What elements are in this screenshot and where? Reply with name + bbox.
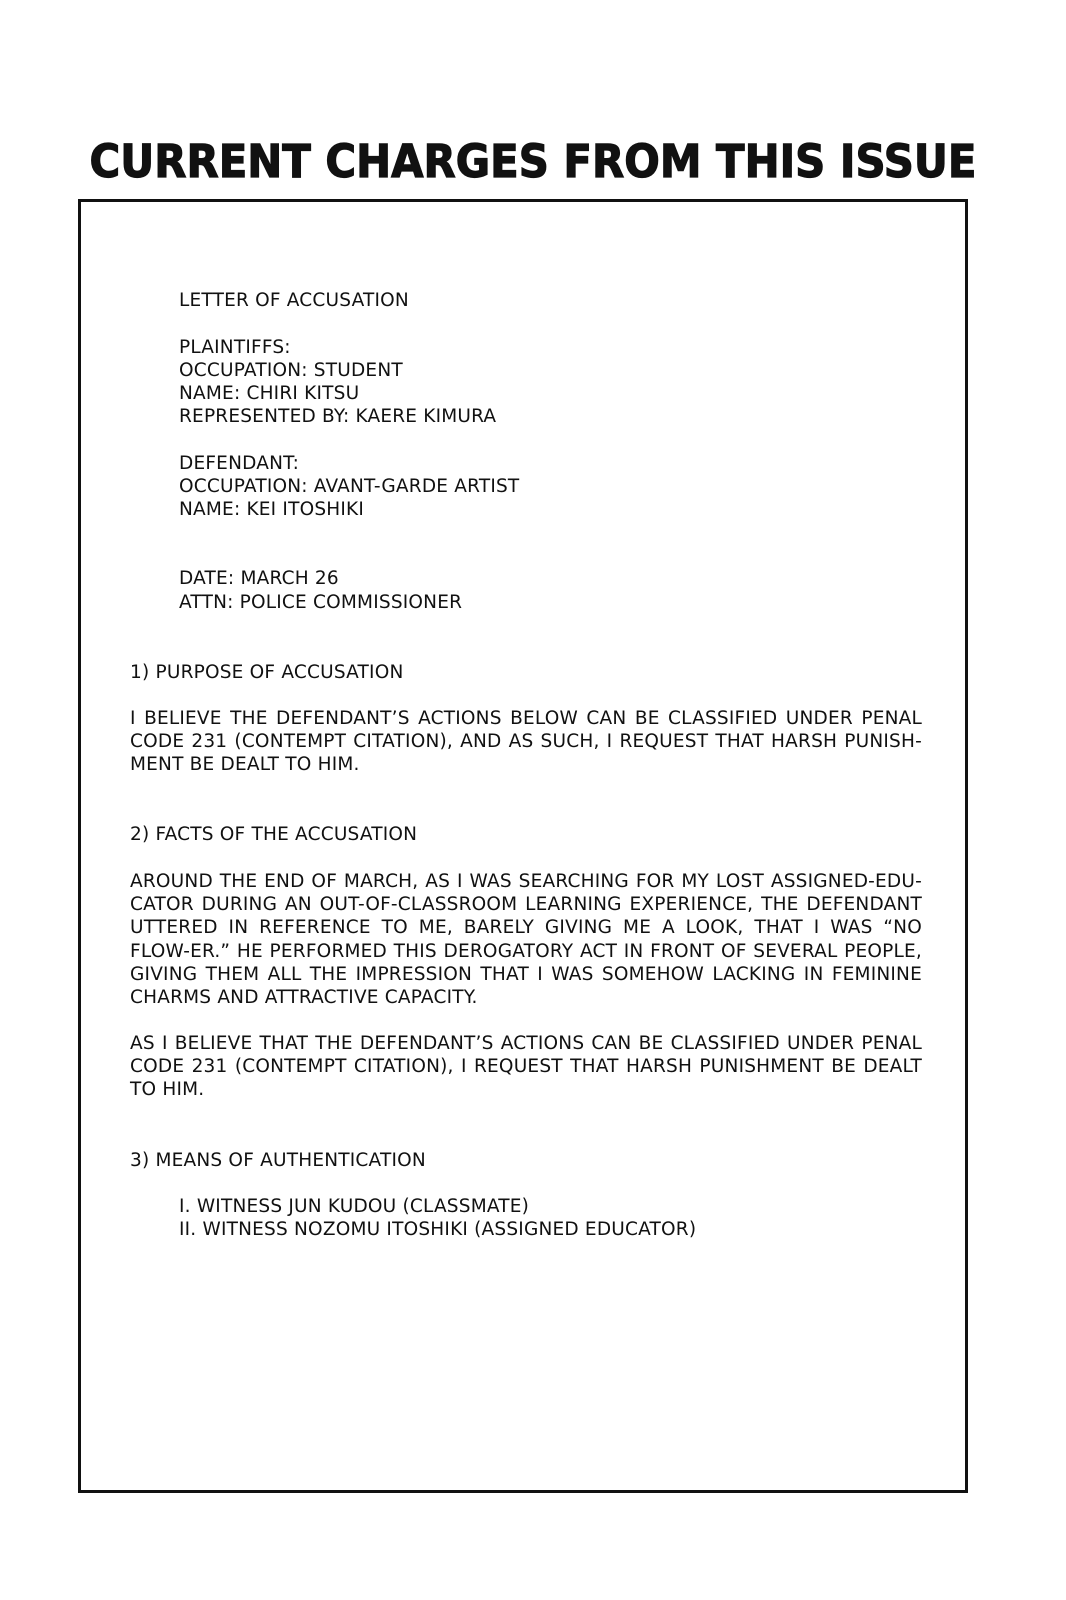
letter-heading: LETTER OF ACCUSATION <box>179 290 409 311</box>
section-2-body-1: AROUND THE END OF MARCH, AS I WAS SEARCHING FOR MY LOST ASSIGNED-EDU-CATOR DURING AN OUT-OF-CLASSROOM LEARNING EXPERIENCE, THE DEFENDANT UTTERED IN REFERENCE TO ME, BARELY GIVING ME A LOOK, THAT I WAS “NO FLOW-ER.” HE PERFORMED THIS DEROGATORY ACT IN FRONT OF SEVERAL PEOPLE, GIVING THEM ALL THE IMPRESSION THAT I WAS SOMEHOW LACKING IN FEMININE CHARMS AND ATTRACTIVE CAPACITY. <box>130 871 922 1009</box>
letter-attn: ATTN: POLICE COMMISSIONER <box>179 592 463 613</box>
defendant-label: DEFENDANT: <box>179 453 300 474</box>
plaintiff-occupation: OCCUPATION: STUDENT <box>179 360 403 381</box>
plaintiff-representative: REPRESENTED BY: KAERE KIMURA <box>179 406 497 427</box>
letter-date: DATE: MARCH 26 <box>179 568 339 589</box>
section-1-heading: 1) PURPOSE OF ACCUSATION <box>130 662 404 683</box>
plaintiff-name: NAME: CHIRI KITSU <box>179 383 360 404</box>
page-title: CURRENT CHARGES FROM THIS ISSUE <box>89 135 977 188</box>
witness-item-2: II. WITNESS NOZOMU ITOSHIKI (ASSIGNED EDUCATOR) <box>179 1219 697 1240</box>
section-3-heading: 3) MEANS OF AUTHENTICATION <box>130 1150 426 1171</box>
defendant-name: NAME: KEI ITOSHIKI <box>179 499 365 520</box>
defendant-occupation: OCCUPATION: AVANT-GARDE ARTIST <box>179 476 520 497</box>
witness-item-1: I. WITNESS JUN KUDOU (CLASSMATE) <box>179 1196 530 1217</box>
section-2-heading: 2) FACTS OF THE ACCUSATION <box>130 824 418 845</box>
section-1-body: I BELIEVE THE DEFENDANT’S ACTIONS BELOW CAN BE CLASSIFIED UNDER PENAL CODE 231 (CONTEMPT CITATION), AND AS SUCH, I REQUEST THAT HARSH PUNISH-MENT BE DEALT TO HIM. <box>130 708 922 776</box>
plaintiffs-label: PLAINTIFFS: <box>179 337 291 358</box>
section-2-body-2: AS I BELIEVE THAT THE DEFENDANT’S ACTIONS CAN BE CLASSIFIED UNDER PENAL CODE 231 (CONTEMPT CITATION), I REQUEST THAT HARSH PUNISHMENT BE DEALT TO HIM. <box>130 1033 922 1101</box>
